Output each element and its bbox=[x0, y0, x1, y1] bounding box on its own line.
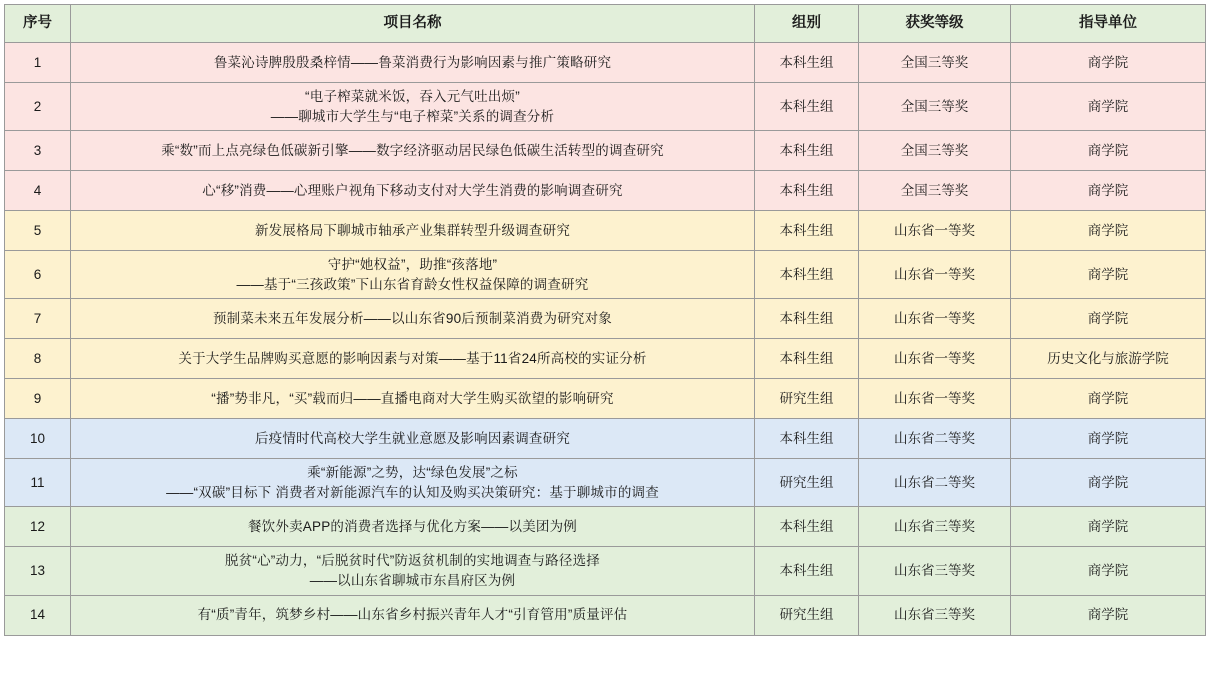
cell-award-level: 全国三等奖 bbox=[859, 131, 1011, 171]
cell-advising-unit: 商学院 bbox=[1011, 211, 1206, 251]
cell-project-title bbox=[71, 83, 755, 131]
project-title-line: 餐饮外卖APP的消费者选择与优化方案――以美团为例 bbox=[247, 519, 577, 535]
cell-award-level: 山东省一等奖 bbox=[859, 299, 1011, 339]
cell-advising-unit: 商学院 bbox=[1011, 595, 1206, 635]
cell-project-title bbox=[71, 419, 755, 459]
cell-project-title bbox=[71, 131, 755, 171]
cell-index: 10 bbox=[5, 419, 71, 459]
cell-group: 本科生组 bbox=[755, 43, 859, 83]
table-row bbox=[5, 379, 1206, 419]
cell-group: 本科生组 bbox=[755, 251, 859, 299]
cell-award-level: 山东省一等奖 bbox=[859, 379, 1011, 419]
project-title-line: ――基于“三孩政策”下山东省育龄女性权益保障的调查研究 bbox=[236, 276, 589, 292]
cell-index: 11 bbox=[5, 459, 71, 507]
table-row bbox=[5, 419, 1206, 459]
table-row bbox=[5, 339, 1206, 379]
cell-group: 本科生组 bbox=[755, 507, 859, 547]
cell-group: 本科生组 bbox=[755, 211, 859, 251]
cell-award-level: 全国三等奖 bbox=[859, 83, 1011, 131]
cell-index: 12 bbox=[5, 507, 71, 547]
cell-project-title bbox=[71, 595, 755, 635]
table-header bbox=[5, 5, 1206, 43]
cell-group: 本科生组 bbox=[755, 339, 859, 379]
cell-project-title bbox=[71, 171, 755, 211]
cell-group: 研究生组 bbox=[755, 595, 859, 635]
cell-project-title bbox=[71, 507, 755, 547]
cell-award-level: 山东省三等奖 bbox=[859, 547, 1011, 595]
project-title-line: 后疫情时代高校大学生就业意愿及影响因素调查研究 bbox=[254, 430, 571, 446]
cell-index: 3 bbox=[5, 131, 71, 171]
cell-advising-unit: 商学院 bbox=[1011, 459, 1206, 507]
table-row bbox=[5, 595, 1206, 635]
project-title-line: ――“双碳”目标下 消费者对新能源汽车的认知及购买决策研究：基于聊城市的调查 bbox=[166, 484, 659, 500]
table-row bbox=[5, 299, 1206, 339]
award-list-table bbox=[4, 4, 1206, 636]
cell-project-title bbox=[71, 251, 755, 299]
cell-group: 本科生组 bbox=[755, 299, 859, 339]
project-title-line: “播”势非凡，“买”载而归――直播电商对大学生购买欲望的影响研究 bbox=[211, 390, 614, 406]
cell-advising-unit: 商学院 bbox=[1011, 131, 1206, 171]
cell-index: 7 bbox=[5, 299, 71, 339]
cell-award-level: 全国三等奖 bbox=[859, 171, 1011, 211]
cell-award-level: 全国三等奖 bbox=[859, 43, 1011, 83]
table-row bbox=[5, 251, 1206, 299]
column-header-title: 项目名称 bbox=[71, 5, 755, 43]
cell-index: 4 bbox=[5, 171, 71, 211]
cell-advising-unit: 商学院 bbox=[1011, 547, 1206, 595]
cell-award-level: 山东省二等奖 bbox=[859, 419, 1011, 459]
cell-index: 8 bbox=[5, 339, 71, 379]
cell-advising-unit: 商学院 bbox=[1011, 251, 1206, 299]
cell-award-level: 山东省一等奖 bbox=[859, 211, 1011, 251]
table-body bbox=[5, 43, 1206, 636]
cell-project-title bbox=[71, 43, 755, 83]
table-row bbox=[5, 507, 1206, 547]
project-title-line: 有“质”青年，筑梦乡村――山东省乡村振兴青年人才“引育管用”质量评估 bbox=[197, 607, 628, 623]
table-row bbox=[5, 547, 1206, 595]
project-title-line: ――以山东省聊城市东昌府区为例 bbox=[309, 572, 516, 588]
project-title-line: 鲁菜沁诗脾殷殷桑梓情――鲁菜消费行为影响因素与推广策略研究 bbox=[213, 54, 612, 70]
project-title-line: 乘“数”而上点亮绿色低碳新引擎――数字经济驱动居民绿色低碳生活转型的调查研究 bbox=[161, 142, 664, 158]
cell-project-title bbox=[71, 547, 755, 595]
cell-award-level: 山东省三等奖 bbox=[859, 507, 1011, 547]
cell-award-level: 山东省二等奖 bbox=[859, 459, 1011, 507]
cell-group: 本科生组 bbox=[755, 547, 859, 595]
column-header-index: 序号 bbox=[5, 5, 71, 43]
cell-project-title bbox=[71, 299, 755, 339]
cell-index: 1 bbox=[5, 43, 71, 83]
project-title-line: ――聊城市大学生与“电子榨菜”关系的调查分析 bbox=[270, 108, 555, 124]
cell-project-title bbox=[71, 211, 755, 251]
project-title-line: 心“移”消费――心理账户视角下移动支付对大学生消费的影响调查研究 bbox=[202, 182, 623, 198]
cell-group: 本科生组 bbox=[755, 131, 859, 171]
table-row bbox=[5, 83, 1206, 131]
project-title-line: “电子榨菜就米饭，吞入元气吐出烦” bbox=[305, 89, 520, 104]
project-title-line: 脱贫“心”动力，“后脱贫时代”防返贫机制的实地调查与路径选择 bbox=[225, 553, 600, 569]
table-row bbox=[5, 171, 1206, 211]
cell-award-level: 山东省一等奖 bbox=[859, 251, 1011, 299]
cell-advising-unit: 商学院 bbox=[1011, 83, 1206, 131]
cell-group: 本科生组 bbox=[755, 83, 859, 131]
cell-advising-unit: 商学院 bbox=[1011, 171, 1206, 211]
cell-advising-unit: 商学院 bbox=[1011, 379, 1206, 419]
cell-advising-unit: 商学院 bbox=[1011, 43, 1206, 83]
cell-advising-unit: 商学院 bbox=[1011, 507, 1206, 547]
cell-advising-unit: 商学院 bbox=[1011, 419, 1206, 459]
cell-index: 13 bbox=[5, 547, 71, 595]
cell-index: 9 bbox=[5, 379, 71, 419]
project-title-line: 关于大学生品牌购买意愿的影响因素与对策――基于11省24所高校的实证分析 bbox=[178, 350, 647, 366]
project-title-line: 新发展格局下聊城市轴承产业集群转型升级调查研究 bbox=[254, 222, 571, 238]
project-title-line: 守护“她权益”，助推“孩落地” bbox=[327, 257, 498, 273]
cell-index: 6 bbox=[5, 251, 71, 299]
table-row bbox=[5, 211, 1206, 251]
cell-award-level: 山东省三等奖 bbox=[859, 595, 1011, 635]
column-header-level: 获奖等级 bbox=[859, 5, 1011, 43]
column-header-group: 组别 bbox=[755, 5, 859, 43]
cell-group: 本科生组 bbox=[755, 419, 859, 459]
cell-award-level: 山东省一等奖 bbox=[859, 339, 1011, 379]
table-row bbox=[5, 459, 1206, 507]
cell-project-title bbox=[71, 459, 755, 507]
cell-group: 研究生组 bbox=[755, 379, 859, 419]
cell-index: 2 bbox=[5, 83, 71, 131]
cell-project-title bbox=[71, 339, 755, 379]
column-header-unit: 指导单位 bbox=[1011, 5, 1206, 43]
table-header-row bbox=[5, 5, 1206, 43]
table-row bbox=[5, 131, 1206, 171]
project-title-line: 预制菜未来五年发展分析――以山东省90后预制菜消费为研究对象 bbox=[212, 310, 612, 326]
cell-advising-unit: 商学院 bbox=[1011, 299, 1206, 339]
cell-index: 14 bbox=[5, 595, 71, 635]
project-title-line: 乘“新能源”之势，达“绿色发展”之标 bbox=[307, 465, 518, 481]
cell-group: 本科生组 bbox=[755, 171, 859, 211]
cell-index: 5 bbox=[5, 211, 71, 251]
table-row bbox=[5, 43, 1206, 83]
cell-project-title bbox=[71, 379, 755, 419]
cell-advising-unit: 历史文化与旅游学院 bbox=[1011, 339, 1206, 379]
cell-group: 研究生组 bbox=[755, 459, 859, 507]
